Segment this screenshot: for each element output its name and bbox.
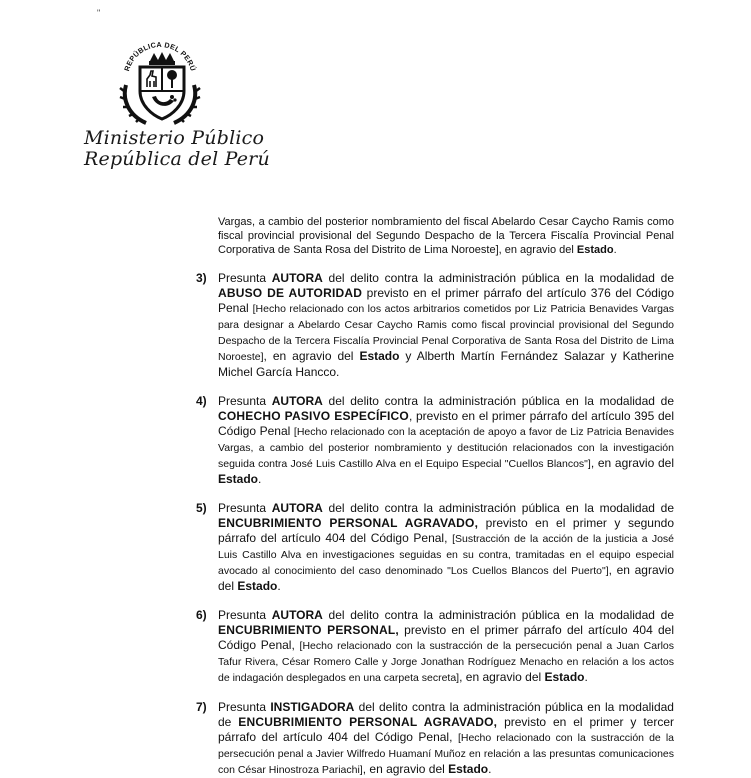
charge-text-5: . xyxy=(488,762,492,776)
charge-victim: Estado xyxy=(237,579,278,593)
continuation-paragraph xyxy=(218,215,674,257)
charge-role: AUTORA xyxy=(271,501,323,515)
charge-text-5: . xyxy=(258,472,262,486)
charge-victim: Estado xyxy=(218,472,259,486)
charge-facts: [Hecho relacionado con la aceptación de apoyo a favor de Liz Patricia Benavides Vargas, a cambio del posterior nombramiento y destitución relacionados con la investigación seguida contra José Luis Castillo Alva en el Equipo Especial "Cuellos Blancos"] xyxy=(218,426,675,470)
charge-text-4: , en agravio del xyxy=(459,670,545,684)
charge-item xyxy=(196,608,674,686)
charge-text-2: del delito contra la administración pública en la modalidad de xyxy=(322,271,674,285)
charge-role: AUTORA xyxy=(271,394,323,408)
charge-text-5: y Alberth Martín Fernández Salazar y Katherine Michel García Hancco. xyxy=(218,349,674,379)
charge-text-1: Presunta xyxy=(218,501,272,515)
charge-item xyxy=(196,501,674,594)
charge-text-2: del delito contra la administración pública en la modalidad de xyxy=(322,608,674,622)
charge-text xyxy=(218,271,674,380)
charge-facts: [Hecho relacionado con la sustracción de la persecución penal a Javier Wilfredo Huamaní Muñoz en relación a las presuntas comunicaciones con César Hinostroza Pariachi] xyxy=(218,732,675,776)
charge-text-5: . xyxy=(584,670,588,684)
charge-text-3: previsto en el primer y segundo párrafo del artículo 404 del Código Penal, xyxy=(218,516,674,545)
charge-text-1: Presunta xyxy=(218,271,272,285)
charge-text xyxy=(218,394,674,487)
charge-offense: ENCUBRIMIENTO PERSONAL, xyxy=(218,623,399,637)
document-body xyxy=(196,215,674,778)
charge-text-4: , en agravio del xyxy=(263,349,360,363)
continuation-text: Vargas, a cambio del posterior nombramiento del fiscal Abelardo Cesar Caycho Ramis como fiscal provincial provisional del Segundo Despacho de la Tercera Fiscalía Provincial Penal Corporativa de Santa Rosa del Distrito de Lima Noroeste], en agravio del xyxy=(218,216,674,256)
ministry-title xyxy=(84,127,270,170)
charge-role: AUTORA xyxy=(271,271,323,285)
charge-text-2: del delito contra la administración pública en la modalidad de xyxy=(322,501,674,515)
charge-text-3: , previsto en el primer párrafo del artículo 395 del Código Penal xyxy=(218,409,674,438)
charge-text-4: , en agravio del xyxy=(362,762,449,776)
charge-text-3: previsto en el primer párrafo del artículo 376 del Código Penal xyxy=(218,286,674,315)
crest-lettering: REPÚBLICA DEL PERÚ xyxy=(122,39,198,73)
charge-offense: COHECHO PASIVO ESPECÍFICO xyxy=(218,409,409,423)
charge-number: 7) xyxy=(196,700,207,714)
charge-text-1: Presunta xyxy=(218,700,271,714)
charge-victim: Estado xyxy=(544,670,585,684)
charge-item xyxy=(196,700,674,778)
charge-text-1: Presunta xyxy=(218,608,272,622)
continuation-end: . xyxy=(613,244,617,256)
charge-facts: [Hecho relacionado con la sustracción de la persecución penal a Juan Carlos Tafur Rivera, César Romero Calle y Jorge Jonathan Rodríguez Menacho en relación a los actos de indagación desplegados en una carpeta secreta] xyxy=(218,640,674,684)
charge-text-2: del delito contra la administración pública en la modalidad de xyxy=(218,700,674,729)
charge-offense: ENCUBRIMIENTO PERSONAL AGRAVADO, xyxy=(218,516,479,530)
charge-role: INSTIGADORA xyxy=(270,700,355,714)
country-name: República del Perú xyxy=(84,148,270,170)
charge-text-4: , en agravio del xyxy=(590,456,674,470)
charge-text-3: previsto en el primer y tercer párrafo del artículo 404 del Código Penal, xyxy=(218,715,675,744)
charge-text-2: del delito contra la administración pública en la modalidad de xyxy=(322,394,674,408)
charge-number: 6) xyxy=(196,608,207,622)
charge-text xyxy=(218,700,674,778)
charge-victim: Estado xyxy=(359,349,400,363)
charge-facts: [Sustracción de la acción de la justicia a José Luis Castillo Alva en investigaciones seguidas en su contra, tramitadas en el equipo especial avocado al conocimiento del caso denominado "Los Cuellos Blancos del Puerto"] xyxy=(218,533,674,577)
charge-text-3: previsto en el primer párrafo del artículo 404 del Código Penal, xyxy=(218,623,674,652)
charge-number: 5) xyxy=(196,501,207,515)
charge-victim: Estado xyxy=(448,762,489,776)
charge-number: 4) xyxy=(196,394,207,408)
charge-facts: [Hecho relacionado con los actos arbitrarios cometidos por Liz Patricia Benavides Vargas para designar a Abelardo Cesar Caycho Ramis como fiscal provincial provisional del Segundo Despacho de la Tercera Fiscalía Provincial Penal Corporativa de Santa Rosa del Distrito de Lima Noroeste] xyxy=(218,303,675,363)
page-mark: " xyxy=(97,8,101,18)
charge-item xyxy=(196,394,674,487)
charge-role: AUTORA xyxy=(271,608,323,622)
charge-text xyxy=(218,501,674,594)
charge-item xyxy=(196,271,674,380)
ministry-name: Ministerio Público xyxy=(84,127,265,149)
charge-number: 3) xyxy=(196,271,207,285)
charge-text-1: Presunta xyxy=(218,394,272,408)
charge-text xyxy=(218,608,674,686)
charges-list xyxy=(196,271,674,778)
charge-offense: ENCUBRIMIENTO PERSONAL AGRAVADO, xyxy=(238,715,498,729)
charge-offense: ABUSO DE AUTORIDAD xyxy=(218,286,363,300)
charge-text-5: . xyxy=(277,579,281,593)
continuation-bold: Estado xyxy=(576,244,614,256)
charge-text-4: , en agravio del xyxy=(218,563,674,593)
coat-of-arms-seal xyxy=(112,33,208,129)
